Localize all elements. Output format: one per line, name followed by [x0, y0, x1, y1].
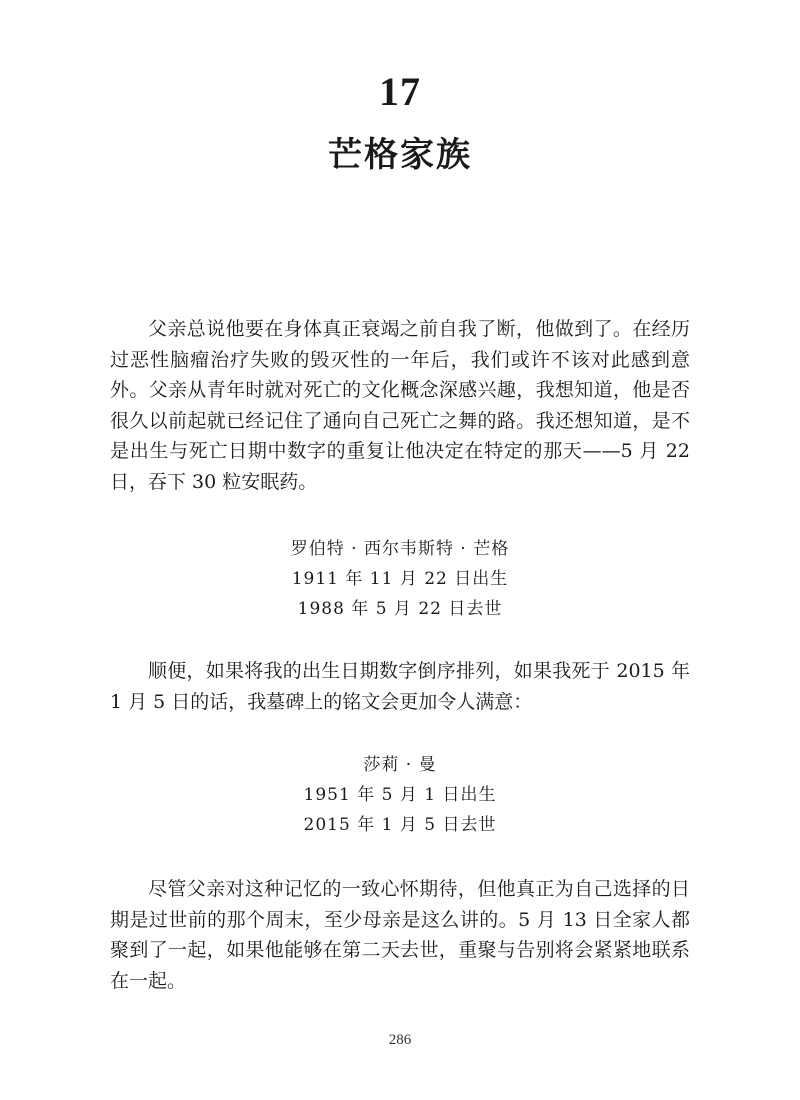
page-number: 286 [388, 1032, 412, 1048]
epitaph-died: 2015 年 1 月 5 日去世 [303, 815, 497, 835]
epitaph-born: 1951 年 5 月 1 日出生 [303, 785, 497, 805]
epitaph-died: 1988 年 5 月 22 日去世 [297, 599, 503, 619]
body-paragraph: 父亲总说他要在身体真正衰竭之前自我了断，他做到了。在经历过恶性脑瘤治疗失败的毁灭性的一年后，我们或许不该对此感到意外。父亲从青年时就对死亡的文化概念深感兴趣，我想知道，他是否很久以前起就已经记住了通向自己死亡之舞的路。我还想知道，是不是出生与死亡日期中数字的重复让他决定在特定的那天——5 月 22 日，吞下 30 粒安眠药。 [110, 318, 690, 493]
epitaph-born: 1911 年 11 月 22 日出生 [291, 569, 509, 589]
epitaph-author [0, 750, 800, 840]
epitaph-name: 罗伯特 · 西尔韦斯特 · 芒格 [290, 539, 510, 559]
chapter-title: 芒格家族 [328, 135, 472, 175]
epitaph-name: 莎莉 · 曼 [363, 755, 437, 775]
body-paragraph: 顺便，如果将我的出生日期数字倒序排列，如果我死于 2015 年 1 月 5 日的话，我墓碑上的铭文会更加令人满意： [110, 660, 690, 713]
chapter-number: 17 [379, 69, 421, 114]
body-paragraph: 尽管父亲对这种记忆的一致心怀期待，但他真正为自己选择的日期是过世前的那个周末，至少母亲是这么讲的。5 月 13 日全家人都聚到了一起，如果他能够在第二天去世，重聚与告别将会紧紧地联系在一起。 [110, 878, 690, 992]
epitaph-father [0, 534, 800, 624]
